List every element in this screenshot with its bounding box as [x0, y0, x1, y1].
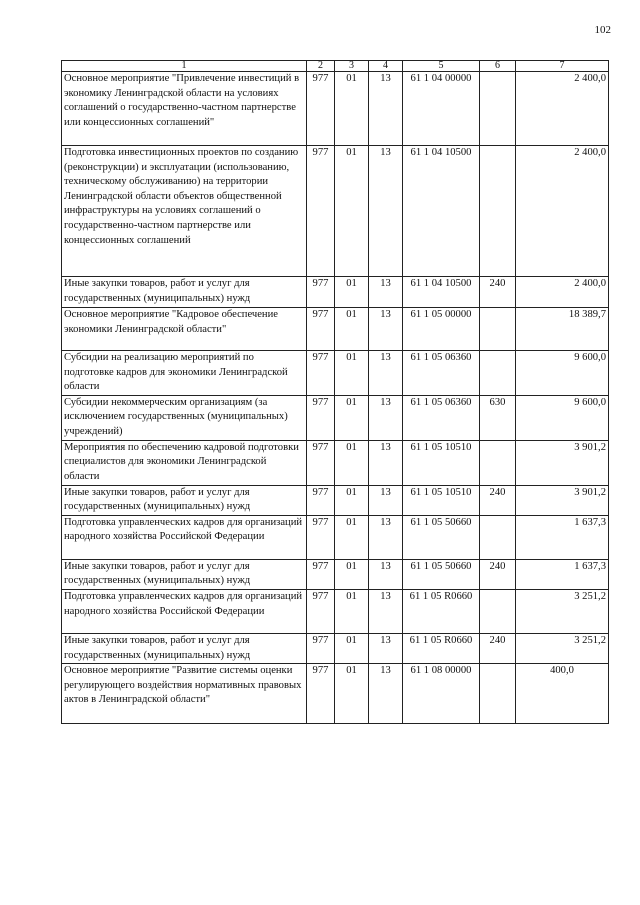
row-code-5: 61 1 05 R0660	[403, 633, 480, 663]
row-code-6	[480, 146, 516, 277]
row-code-4: 13	[369, 664, 403, 724]
row-amount: 3 251,2	[516, 589, 609, 633]
row-code-6: 240	[480, 277, 516, 308]
row-code-2: 977	[307, 72, 335, 146]
page-number: 102	[594, 24, 611, 36]
row-code-2: 977	[307, 633, 335, 663]
row-amount: 9 600,0	[516, 395, 609, 440]
row-code-2: 977	[307, 277, 335, 308]
row-name: Иные закупки товаров, работ и услуг для государственных (муниципальных) нужд	[62, 633, 307, 663]
row-code-4: 13	[369, 308, 403, 351]
row-code-6: 240	[480, 485, 516, 515]
row-amount: 400,0	[516, 664, 609, 724]
row-code-2: 977	[307, 589, 335, 633]
row-code-2: 977	[307, 515, 335, 559]
row-code-3: 01	[335, 72, 369, 146]
table-row	[62, 440, 609, 485]
row-code-3: 01	[335, 308, 369, 351]
row-code-6: 240	[480, 559, 516, 589]
row-code-4: 13	[369, 559, 403, 589]
row-name: Иные закупки товаров, работ и услуг для государственных (муниципальных) нужд	[62, 559, 307, 589]
row-amount: 18 389,7	[516, 308, 609, 351]
table-row	[62, 395, 609, 440]
table-row	[62, 664, 609, 724]
row-amount: 3 901,2	[516, 440, 609, 485]
row-code-4: 13	[369, 146, 403, 277]
row-code-2: 977	[307, 351, 335, 396]
row-name: Подготовка инвестиционных проектов по созданию (реконструкции) и эксплуатации (использованию, техническому обслуживанию) на территории Ленинградской области объектов общественной инфраструктуры на условиях соглашений о государственно-частном партнерстве или концессионных соглашений	[62, 146, 307, 277]
row-code-6: 240	[480, 633, 516, 663]
row-amount: 2 400,0	[516, 277, 609, 308]
table-row	[62, 277, 609, 308]
row-code-6	[480, 589, 516, 633]
row-name: Подготовка управленческих кадров для организаций народного хозяйства Российской Федерации	[62, 515, 307, 559]
table-row	[62, 633, 609, 663]
row-code-5: 61 1 05 10510	[403, 485, 480, 515]
row-code-6: 630	[480, 395, 516, 440]
table-row	[62, 72, 609, 146]
table-row	[62, 308, 609, 351]
row-code-2: 977	[307, 395, 335, 440]
row-code-6	[480, 351, 516, 396]
row-amount: 1 637,3	[516, 515, 609, 559]
row-amount: 2 400,0	[516, 146, 609, 277]
budget-table	[61, 60, 609, 724]
row-amount: 3 901,2	[516, 485, 609, 515]
row-code-5: 61 1 05 06360	[403, 351, 480, 396]
header-col-2: 2	[307, 61, 335, 72]
row-code-2: 977	[307, 485, 335, 515]
row-code-5: 61 1 05 R0660	[403, 589, 480, 633]
row-code-3: 01	[335, 351, 369, 396]
header-col-1: 1	[62, 61, 307, 72]
row-code-4: 13	[369, 515, 403, 559]
row-code-6	[480, 308, 516, 351]
table-row	[62, 351, 609, 396]
row-name: Мероприятия по обеспечению кадровой подготовки специалистов для экономики Ленинградской области	[62, 440, 307, 485]
table-row	[62, 146, 609, 277]
row-code-5: 61 1 05 10510	[403, 440, 480, 485]
row-code-6	[480, 515, 516, 559]
row-amount: 3 251,2	[516, 633, 609, 663]
table-header-row	[62, 61, 609, 72]
row-code-3: 01	[335, 440, 369, 485]
row-code-5: 61 1 05 50660	[403, 515, 480, 559]
header-col-7: 7	[516, 61, 609, 72]
header-col-6: 6	[480, 61, 516, 72]
row-code-3: 01	[335, 277, 369, 308]
row-code-5: 61 1 08 00000	[403, 664, 480, 724]
row-name: Иные закупки товаров, работ и услуг для государственных (муниципальных) нужд	[62, 485, 307, 515]
row-code-2: 977	[307, 559, 335, 589]
row-name: Основное мероприятие "Привлечение инвестиций в экономику Ленинградской области на условиях соглашений о государственно-частном партнерстве или концессионных соглашений"	[62, 72, 307, 146]
row-code-4: 13	[369, 589, 403, 633]
row-code-2: 977	[307, 308, 335, 351]
row-code-5: 61 1 05 50660	[403, 559, 480, 589]
row-code-3: 01	[335, 664, 369, 724]
row-code-3: 01	[335, 515, 369, 559]
header-col-3: 3	[335, 61, 369, 72]
row-code-3: 01	[335, 395, 369, 440]
row-code-3: 01	[335, 485, 369, 515]
row-code-3: 01	[335, 589, 369, 633]
header-col-4: 4	[369, 61, 403, 72]
row-code-4: 13	[369, 395, 403, 440]
row-code-5: 61 1 05 06360	[403, 395, 480, 440]
table-row	[62, 515, 609, 559]
table-row	[62, 559, 609, 589]
row-code-6	[480, 664, 516, 724]
header-col-5: 5	[403, 61, 480, 72]
row-name: Иные закупки товаров, работ и услуг для государственных (муниципальных) нужд	[62, 277, 307, 308]
row-code-3: 01	[335, 146, 369, 277]
row-code-5: 61 1 04 10500	[403, 146, 480, 277]
row-code-6	[480, 440, 516, 485]
row-name: Субсидии некоммерческим организациям (за исключением государственных (муниципальных) учреждений)	[62, 395, 307, 440]
row-code-2: 977	[307, 664, 335, 724]
row-name: Подготовка управленческих кадров для организаций народного хозяйства Российской Федерации	[62, 589, 307, 633]
row-code-4: 13	[369, 633, 403, 663]
row-code-3: 01	[335, 633, 369, 663]
row-code-2: 977	[307, 440, 335, 485]
row-code-5: 61 1 05 00000	[403, 308, 480, 351]
row-name: Основное мероприятие "Кадровое обеспечение экономики Ленинградской области"	[62, 308, 307, 351]
row-code-6	[480, 72, 516, 146]
row-code-4: 13	[369, 277, 403, 308]
row-amount: 9 600,0	[516, 351, 609, 396]
row-code-4: 13	[369, 72, 403, 146]
row-amount: 2 400,0	[516, 72, 609, 146]
row-code-4: 13	[369, 485, 403, 515]
row-name: Субсидии на реализацию мероприятий по подготовке кадров для экономики Ленинградской области	[62, 351, 307, 396]
row-amount: 1 637,3	[516, 559, 609, 589]
table-row	[62, 589, 609, 633]
row-code-4: 13	[369, 351, 403, 396]
row-code-3: 01	[335, 559, 369, 589]
row-name: Основное мероприятие "Развитие системы оценки регулирующего воздействия нормативных правовых актов в Ленинградской области"	[62, 664, 307, 724]
row-code-5: 61 1 04 00000	[403, 72, 480, 146]
table-row	[62, 485, 609, 515]
row-code-2: 977	[307, 146, 335, 277]
row-code-5: 61 1 04 10500	[403, 277, 480, 308]
row-code-4: 13	[369, 440, 403, 485]
